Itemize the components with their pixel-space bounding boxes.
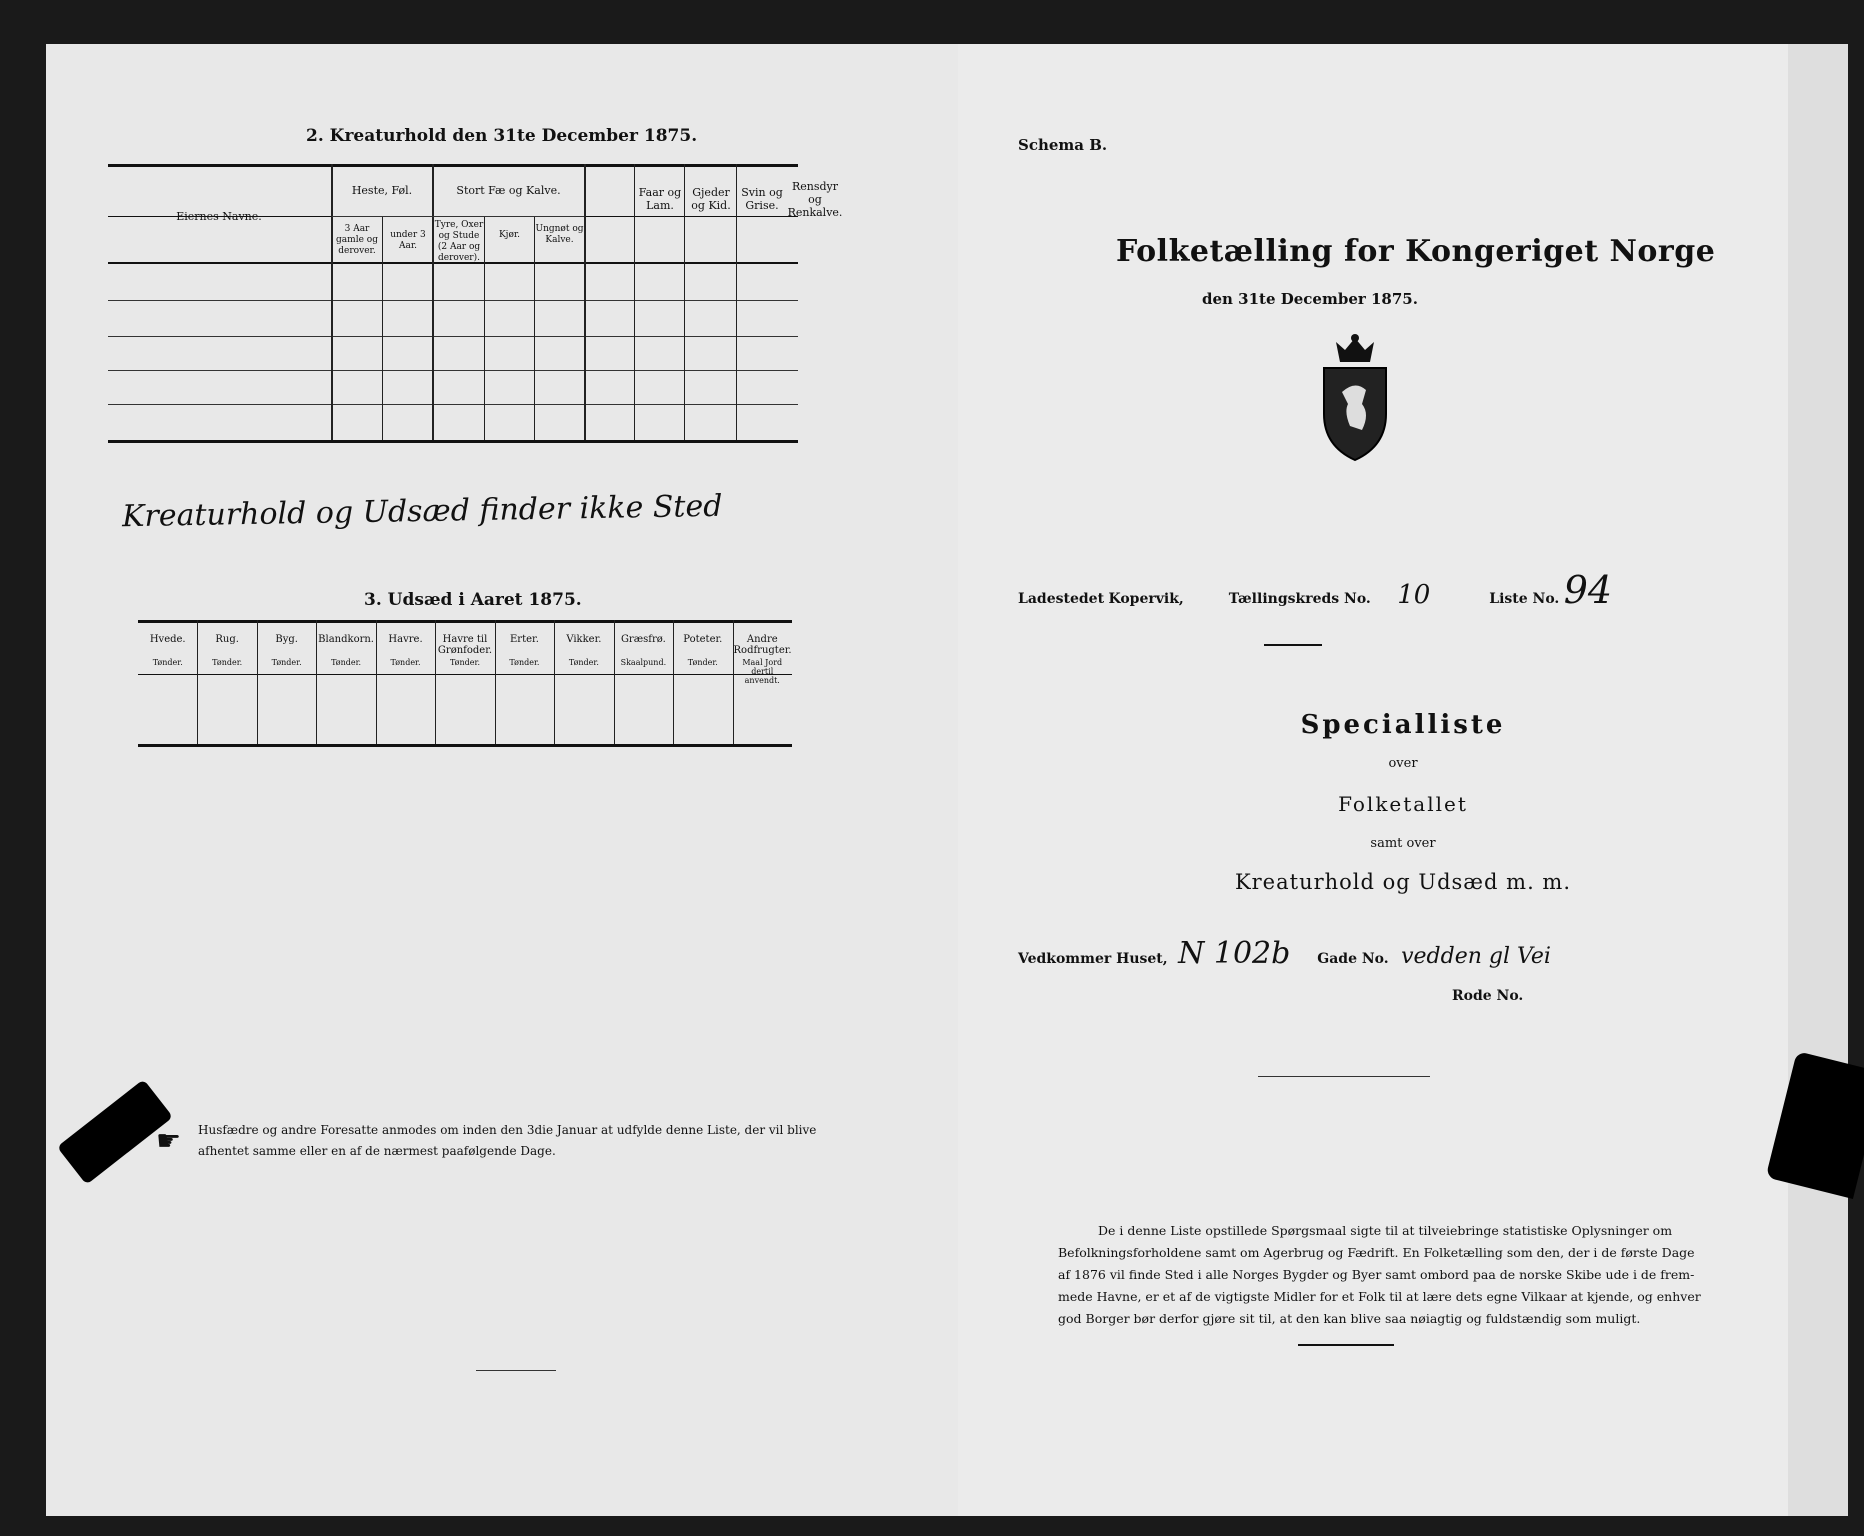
table3-header-unit: Skaalpund. bbox=[620, 658, 667, 667]
ladested-label: Ladestedet bbox=[1018, 591, 1105, 607]
divider-rule bbox=[1264, 644, 1322, 646]
handwritten-note: Kreaturhold og Udsæd finder ikke Sted bbox=[121, 488, 723, 535]
section3-title: 3. Udsæd i Aaret 1875. bbox=[364, 590, 582, 610]
table3-header-unit: Tønder. bbox=[331, 658, 362, 667]
table2-col-rule bbox=[634, 164, 635, 440]
table2-row-rule bbox=[108, 404, 798, 405]
over-text: over bbox=[1388, 756, 1418, 771]
liste-label: Liste No. bbox=[1489, 591, 1560, 607]
table3-header-unit: Tønder. bbox=[271, 658, 302, 667]
table3-header-name: Vikker. bbox=[566, 634, 602, 645]
table2-col-rule bbox=[684, 164, 685, 440]
folketallet-text: Folketallet bbox=[1338, 792, 1468, 816]
table2-col-rule bbox=[432, 164, 434, 440]
specialliste-title: Specialliste bbox=[1300, 710, 1506, 740]
header-gjeder: Gjeder og Kid. bbox=[691, 186, 731, 212]
huset-value: N 102b bbox=[1178, 936, 1291, 971]
samt-over-text: samt over bbox=[1370, 836, 1436, 851]
table3-header-name: Poteter. bbox=[683, 634, 723, 645]
table2-row-rule bbox=[108, 336, 798, 337]
header-rensdyr: Rensdyr og Renkalve. bbox=[787, 180, 843, 219]
ladested-value: Kopervik, bbox=[1108, 591, 1184, 607]
pointing-hand-icon: ☛ bbox=[156, 1124, 182, 1157]
header-faar: Faar og Lam. bbox=[638, 186, 682, 212]
table3-header-name: Græsfrø. bbox=[620, 634, 666, 645]
table2-bottom-rule bbox=[108, 440, 798, 443]
paragraph-line: af 1876 vil finde Sted i alle Norges Bygder og Byer samt ombord paa de norske Skibe ude i de frem- bbox=[1058, 1267, 1695, 1282]
table3-header-unit: Tønder. bbox=[568, 658, 599, 667]
header-svin: Svin og Grise. bbox=[741, 186, 783, 212]
explanation-paragraph bbox=[1058, 1220, 1778, 1330]
table3-header-name: Andre Rodfrugter. bbox=[733, 634, 792, 656]
kreds-label: Tællingskreds No. bbox=[1228, 591, 1371, 607]
paragraph-line: Befolkningsforholdene samt om Agerbrug og Fædrift. En Folketælling som den, der i de første Dage bbox=[1058, 1245, 1695, 1260]
location-line bbox=[1018, 568, 1612, 612]
header-stort-fae: Stort Fæ og Kalve. bbox=[456, 184, 561, 197]
liste-value: 94 bbox=[1563, 568, 1613, 612]
signature-rule bbox=[476, 1370, 556, 1371]
notice-line1: Husfædre og andre Foresatte anmodes om inden den 3die Januar at udfylde denne Liste, der vil blive bbox=[198, 1123, 817, 1137]
table2-group-rule bbox=[332, 216, 584, 217]
table3-header-unit: Tønder. bbox=[509, 658, 540, 667]
table2-top-rule bbox=[108, 164, 798, 167]
table2-row-rule bbox=[108, 300, 798, 301]
header-owner-names: Eiernes Navne. bbox=[176, 210, 262, 223]
table2-row-rule bbox=[108, 370, 798, 371]
table3-header-name: Rug. bbox=[215, 634, 239, 645]
schema-label: Schema B. bbox=[1018, 136, 1108, 154]
gade-value: vedden gl Vei bbox=[1401, 944, 1551, 969]
header-heste-sub1: 3 Aar gamle og derover. bbox=[336, 224, 378, 256]
norwegian-coat-of-arms-icon bbox=[1310, 334, 1400, 464]
table3-bottom-rule bbox=[138, 744, 792, 747]
divider-rule bbox=[1298, 1344, 1394, 1346]
document-title: Folketælling for Kongeriget Norge bbox=[1116, 234, 1716, 269]
header-heste-sub2: under 3 Aar. bbox=[390, 230, 426, 251]
stacked-page-edges bbox=[1788, 44, 1848, 1516]
right-page bbox=[958, 44, 1848, 1516]
section2-title: 2. Kreaturhold den 31te December 1875. bbox=[306, 126, 698, 146]
table3-header-name: Havre. bbox=[388, 634, 423, 645]
table3-header-unit: Maal Jord dertil anvendt. bbox=[742, 658, 783, 685]
table2-col-rule bbox=[584, 164, 586, 440]
header-stort-sub3: Ungnøt og Kalve. bbox=[535, 224, 584, 245]
divider-rule bbox=[1258, 1076, 1430, 1077]
paragraph-line: mede Havne, er et af de vigtigste Midler for et Folk til at lære dets egne Vilkaar at kjende, og enhver bbox=[1058, 1289, 1701, 1304]
paragraph-line: god Borger bør derfor gjøre sit til, at den kan blive saa nøiagtig og fuldstændig som muligt. bbox=[1058, 1311, 1641, 1326]
table3-header-name: Hvede. bbox=[149, 634, 186, 645]
huset-label: Vedkommer Huset, bbox=[1018, 951, 1168, 967]
paragraph-line: De i denne Liste opstillede Spørgsmaal sigte til at tilveiebringe statistiske Oplysninger om bbox=[1098, 1223, 1673, 1238]
rode-label: Rode No. bbox=[1452, 988, 1524, 1004]
table3-header-name: Byg. bbox=[275, 634, 298, 645]
table2-col-rule bbox=[484, 216, 485, 440]
table3-header-name: Blandkorn. bbox=[318, 634, 374, 645]
table3-header-unit: Tønder. bbox=[390, 658, 421, 667]
header-heste: Heste, Føl. bbox=[351, 184, 413, 197]
left-page bbox=[46, 44, 966, 1516]
table2-col-rule bbox=[331, 164, 333, 440]
table3-top-rule bbox=[138, 620, 792, 623]
table3-header-unit: Tønder. bbox=[212, 658, 243, 667]
kreaturhold-text: Kreaturhold og Udsæd m. m. bbox=[1234, 870, 1572, 894]
notice-line2: afhentet samme eller en af de nærmest paafølgende Dage. bbox=[198, 1144, 556, 1158]
table3-header-rule bbox=[138, 674, 792, 675]
kreds-value: 10 bbox=[1397, 580, 1431, 610]
table3-header-name: Erter. bbox=[510, 634, 539, 645]
document-subtitle: den 31te December 1875. bbox=[1202, 290, 1418, 308]
house-line bbox=[1018, 936, 1551, 971]
header-stort-sub1: Tyre, Oxer og Stude (2 Aar og derover). bbox=[434, 220, 484, 263]
table3-header-unit: Tønder. bbox=[152, 658, 183, 667]
table3-header-unit: Tønder. bbox=[449, 658, 480, 667]
table3-header-unit: Tønder. bbox=[687, 658, 718, 667]
header-stort-sub2: Kjør. bbox=[498, 230, 521, 240]
table3-header-name: Havre til Grønfoder. bbox=[437, 634, 493, 656]
gade-label: Gade No. bbox=[1317, 951, 1389, 967]
notice-text bbox=[198, 1120, 818, 1162]
table2-col-rule bbox=[534, 216, 535, 440]
